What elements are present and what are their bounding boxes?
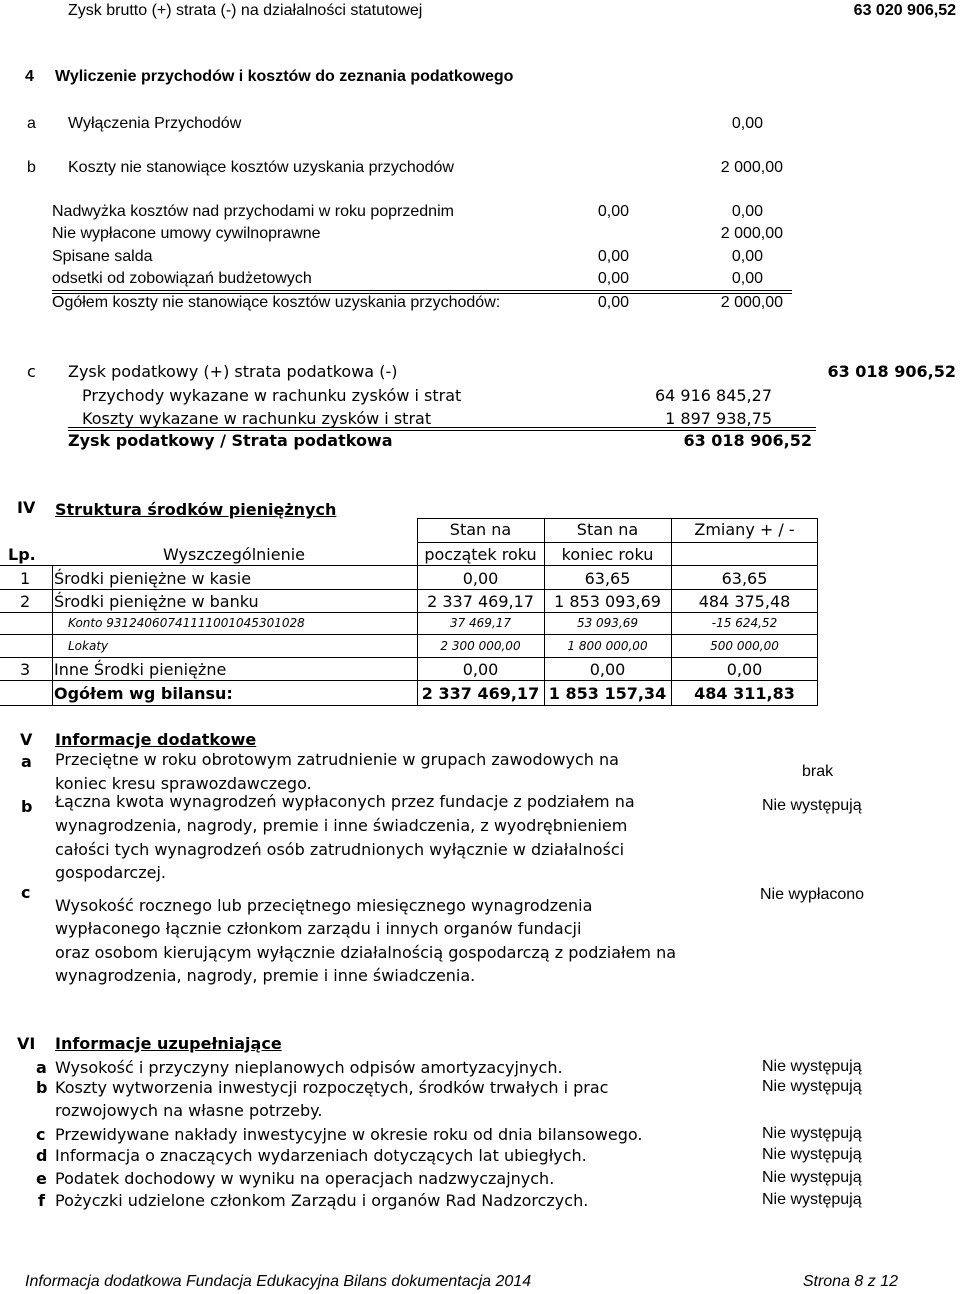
col-change-header: Zmiany + / - (694, 520, 795, 539)
tax-row-label: Koszty wykazane w rachunku zysków i strat (82, 409, 432, 428)
cost-row-value-2: 0,00 (731, 248, 763, 265)
tax-total-value: 63 018 906,52 (683, 431, 812, 450)
sectionV-c-line: wypłaconego łącznie członkom zarządu i innych organów fundacji (55, 919, 582, 938)
sectionV-c-line: wynagrodzenia, nagrody, premie i inne świadczenia. (55, 966, 476, 985)
sectionVI-line: Podatek dochodowy w wyniku na operacjach nadzwyczajnych. (55, 1169, 555, 1188)
grid-line (52, 565, 53, 705)
header-title: Zysk brutto (+) strata (-) na działalności statutowej (68, 2, 423, 19)
tax-row-label: Przychody wykazane w rachunku zysków i strat (82, 386, 462, 405)
section4-c-letter: c (27, 362, 36, 381)
sectionVI-letter: b (36, 1078, 48, 1097)
row-start: 0,00 (462, 660, 499, 679)
sectionVI-letter: e (36, 1169, 47, 1188)
sectionVI-value: Nie występują (762, 1146, 862, 1163)
grid-line (0, 680, 818, 681)
cost-row-value-2: 0,00 (731, 203, 763, 220)
section4-c-label: Zysk podatkowy (+) strata podatkowa (-) (68, 362, 398, 381)
cost-total-value-2: 2 000,00 (720, 294, 783, 311)
sectionVI-letter: d (36, 1146, 48, 1165)
col-end-header-2: koniec roku (561, 545, 654, 564)
total-desc: Ogółem wg bilansu: (54, 684, 233, 703)
sectionV-c-value: Nie wypłacono (760, 886, 865, 903)
section4-b-value: 2 000,00 (720, 159, 783, 176)
tax-row-value: 1 897 938,75 (665, 409, 772, 428)
row-start: 0,00 (462, 569, 499, 588)
total-start: 2 337 469,17 (421, 684, 540, 703)
sectionV-c-line: oraz osobom kierującym wyłącznie działalnością gospodarczą z podziałem na (55, 943, 677, 962)
sectionVI-line: rozwojowych na własne potrzeby. (55, 1101, 323, 1120)
row-lp: 2 (20, 592, 31, 611)
sectionV-a-value: brak (802, 763, 834, 780)
sectionVI-number: VI (17, 1034, 36, 1053)
col-lp-header: Lp. (8, 545, 36, 564)
cost-row-label: Nadwyżka kosztów nad przychodami w roku poprzednim (52, 203, 454, 220)
cost-total-label: Ogółem koszty nie stanowiące kosztów uzyskania przychodów: (52, 294, 501, 311)
footer-page-number: Strona 8 z 12 (802, 1273, 898, 1290)
row-desc-sub: Lokaty (68, 639, 109, 653)
grid-line (0, 634, 818, 635)
sectionV-b-letter: b (21, 797, 33, 816)
sectionV-c-letter: c (21, 883, 31, 902)
total-change: 484 311,83 (694, 684, 795, 703)
section4-title: Wyliczenie przychodów i kosztów do zeznania podatkowego (55, 68, 514, 85)
tax-total-label: Zysk podatkowy / Strata podatkowa (68, 431, 393, 450)
sectionV-c-line: Wysokość rocznego lub przeciętnego miesięcznego wynagrodzenia (55, 896, 593, 915)
grid-line (418, 518, 818, 519)
sectionV-a-line: koniec kresu sprawozdawczego. (55, 774, 312, 793)
row-end: 0,00 (589, 660, 626, 679)
sectionV-b-line: całości tych wynagrodzeń osób zatrudnionych wyłącznie w działalności (55, 840, 625, 859)
sectionVI-line: Wysokość i przyczyny nieplanowych odpisów amortyzacyjnych. (55, 1058, 563, 1077)
sectionVI-letter: c (36, 1125, 46, 1144)
grid-line (0, 657, 818, 658)
row-desc: Inne Środki pieniężne (54, 660, 227, 679)
footer-left: Informacja dodatkowa Fundacja Edukacyjna Bilans dokumentacja 2014 (25, 1273, 532, 1290)
grid-line (0, 705, 818, 706)
sectionVI-letter: a (36, 1058, 47, 1077)
row-end-sub: 1 800 000,00 (567, 639, 648, 653)
row-desc: Środki pieniężne w banku (54, 592, 259, 611)
section4-number: 4 (25, 68, 34, 85)
header-value: 63 020 906,52 (853, 2, 956, 19)
row-start-sub: 2 300 000,00 (440, 639, 521, 653)
cost-total-value-1: 0,00 (597, 294, 629, 311)
row-change: 63,65 (721, 569, 768, 588)
cost-row-label: Nie wypłacone umowy cywilnoprawne (52, 225, 321, 242)
row-lp: 3 (20, 660, 31, 679)
sectionVI-value: Nie występują (762, 1058, 862, 1075)
cost-row-value-1: 0,00 (597, 203, 629, 220)
sectionV-title: Informacje dodatkowe (55, 730, 257, 749)
row-change-sub: 500 000,00 (710, 639, 779, 653)
section4-c-value: 63 018 906,52 (827, 362, 956, 381)
cost-row-label: Spisane salda (52, 248, 153, 265)
sectionVI-value: Nie występują (762, 1169, 862, 1186)
row-change: 0,00 (726, 660, 763, 679)
sectionVI-value: Nie występują (762, 1191, 862, 1208)
section4-b-label: Koszty nie stanowiące kosztów uzyskania przychodów (68, 159, 454, 176)
sectionIV-number: IV (17, 498, 36, 517)
grid-line (418, 542, 818, 543)
cost-row-value-2: 2 000,00 (720, 225, 783, 242)
grid-line (0, 565, 818, 566)
cost-row-value-1: 0,00 (597, 248, 629, 265)
sectionV-a-line: Przeciętne w roku obrotowym zatrudnienie w grupach zawodowych na (55, 750, 619, 769)
grid-line (0, 589, 818, 590)
grid-line (417, 518, 418, 705)
sectionV-b-line: Łączna kwota wynagrodzeń wypłaconych przez fundacje z podziałem na (55, 792, 635, 811)
section4-a-label: Wyłączenia Przychodów (68, 115, 242, 132)
row-lp: 1 (20, 569, 31, 588)
row-end-sub: 53 093,69 (576, 616, 639, 630)
sectionV-b-line: wynagrodzenia, nagrody, premie i inne świadczenia, z wyodrębnieniem (55, 816, 628, 835)
sectionVI-line: Przewidywane nakłady inwestycyjne w okresie roku od dnia bilansowego. (55, 1125, 643, 1144)
sectionV-a-letter: a (21, 752, 32, 771)
row-end: 1 853 093,69 (554, 592, 661, 611)
row-change-sub: -15 624,52 (711, 616, 778, 630)
sectionVI-value: Nie występują (762, 1078, 862, 1095)
grid-line (0, 612, 818, 613)
row-end: 63,65 (584, 569, 631, 588)
section4-a-value: 0,00 (731, 115, 763, 132)
grid-line (544, 518, 545, 705)
cost-row-value-1: 0,00 (597, 270, 629, 287)
cost-row-value-2: 0,00 (731, 270, 763, 287)
sectionVI-line: Pożyczki udzielone członkom Zarządu i organów Rad Nadzorczych. (55, 1191, 589, 1210)
sectionIV-title: Struktura środków pieniężnych (55, 500, 337, 519)
grid-line (671, 518, 672, 705)
row-change: 484 375,48 (698, 592, 791, 611)
total-end: 1 853 157,34 (548, 684, 667, 703)
row-desc: Środki pieniężne w kasie (54, 569, 252, 588)
row-start-sub: 37 469,17 (449, 616, 512, 630)
row-desc-sub: Konto 93124060741111001045301028 (68, 616, 305, 630)
cost-row-label: odsetki od zobowiązań budżetowych (52, 270, 312, 287)
sectionVI-line: Koszty wytworzenia inwestycji rozpoczętych, środków trwałych i prac (55, 1078, 609, 1097)
section4-b-letter: b (27, 159, 36, 176)
section4-a-letter: a (27, 115, 36, 132)
sectionVI-line: Informacja o znaczących wydarzeniach dotyczących lat ubiegłych. (55, 1146, 587, 1165)
sectionV-b-line: gospodarczej. (55, 863, 166, 882)
col-end-header: Stan na (576, 520, 639, 539)
sectionVI-value: Nie występują (762, 1125, 862, 1142)
sectionV-number: V (20, 730, 33, 749)
tax-row-value: 64 916 845,27 (654, 386, 772, 405)
row-start: 2 337 469,17 (427, 592, 534, 611)
sectionVI-letter: f (38, 1191, 45, 1210)
col-desc-header: Wyszczególnienie (162, 545, 306, 564)
grid-line (817, 518, 818, 705)
col-start-header: Stan na (449, 520, 512, 539)
col-start-header-2: początek roku (424, 545, 537, 564)
sectionVI-title: Informacje uzupełniające (55, 1034, 282, 1053)
sectionV-b-value: Nie występują (762, 797, 862, 814)
